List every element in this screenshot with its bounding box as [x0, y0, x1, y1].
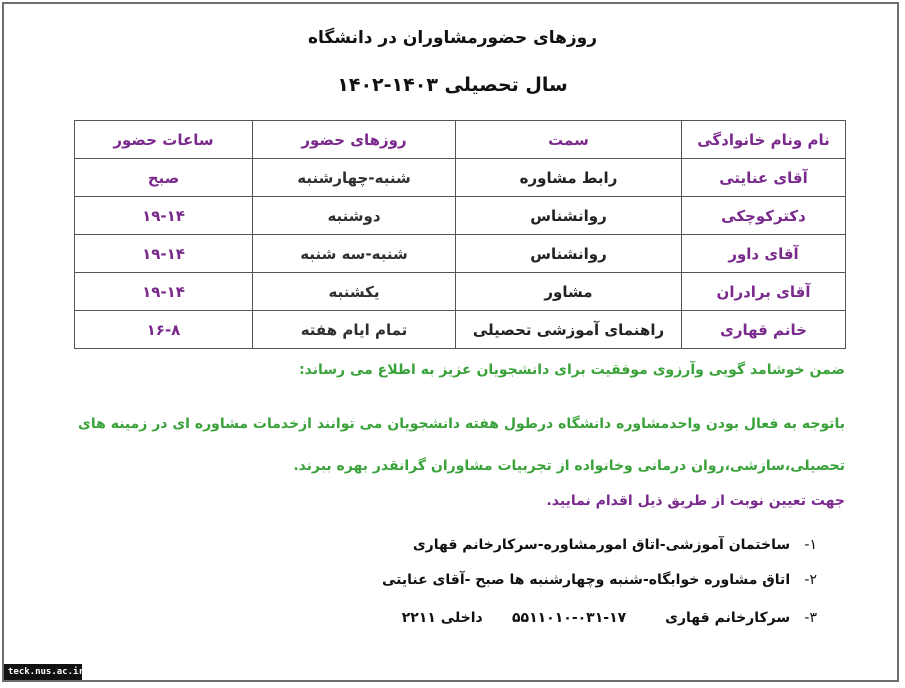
appointment-guide: جهت تعیین نوبت از طریق ذیل اقدام نمایید.: [546, 493, 845, 509]
cell-name: آقای داور: [682, 235, 846, 273]
header-days: روزهای حضور: [253, 121, 456, 159]
cell-hours: ۱۹-۱۴: [75, 197, 253, 235]
academic-year-subtitle: سال تحصیلی ۱۴۰۳-۱۴۰۲: [337, 74, 568, 96]
list-item-number: ۳-: [804, 610, 817, 626]
table-row: [75, 159, 846, 197]
table-row: [75, 235, 846, 273]
cell-role: راهنمای آموزشی تحصیلی: [456, 311, 682, 349]
cell-days: شنبه-چهارشنبه: [253, 159, 456, 197]
cell-role: مشاور: [456, 273, 682, 311]
list-item-text: سرکارخانم قهاری ۱۷-۰۳۱-۵۵۱۱۰۱۰ داخلی ۲۲۱۱: [401, 610, 791, 626]
services-note: باتوجه به فعال بودن واحدمشاوره دانشگاه درطول هفته دانشجویان می توانند ازخدمات مشاوره ای در زمینه های تحصیلی،سازشی،روان درمانی وخانواده از تجربیات مشاوران گرانقدر بهره ببرند.: [78, 416, 845, 474]
list-item-number: ۱-: [804, 537, 817, 553]
cell-name: دکترکوچکی: [682, 197, 846, 235]
table-header-row: [75, 121, 846, 159]
welcome-note: ضمن خوشامد گویی وآرزوی موفقیت برای دانشجویان عزیز به اطلاع می رساند:: [299, 362, 845, 378]
list-item-text: ساختمان آموزشی-اتاق امورمشاوره-سرکارخانم قهاری: [412, 537, 791, 553]
cell-name: خانم قهاری: [682, 311, 846, 349]
cell-hours: ۱۹-۱۴: [75, 235, 253, 273]
cell-days: شنبه-سه شنبه: [253, 235, 456, 273]
table-row: [75, 273, 846, 311]
cell-days: دوشنبه: [253, 197, 456, 235]
cell-role: روانشناس: [456, 197, 682, 235]
header-hours: ساعات حضور: [75, 121, 253, 159]
cell-name: آقای برادران: [682, 273, 846, 311]
list-item: [257, 610, 817, 626]
cell-days: یکشنبه: [253, 273, 456, 311]
list-item-text: اتاق مشاوره خوابگاه-شنبه وچهارشنبه ها صبح -آقای عنایتی: [382, 572, 791, 588]
page-title: روزهای حضورمشاوران در دانشگاه: [307, 28, 598, 48]
header-name: نام ونام خانوادگی: [682, 121, 846, 159]
table-row: [75, 197, 846, 235]
cell-days: تمام ایام هفته: [253, 311, 456, 349]
site-watermark: teck.nus.ac.ir: [4, 664, 82, 680]
list-item-number: ۲-: [804, 572, 817, 588]
header-role: سمت: [456, 121, 682, 159]
table-row: [75, 311, 846, 349]
advisors-schedule-table: [74, 120, 846, 349]
cell-hours: ۱۹-۱۴: [75, 273, 253, 311]
cell-name: آقای عنایتی: [682, 159, 846, 197]
cell-role: رابط مشاوره: [456, 159, 682, 197]
list-item: [257, 537, 817, 553]
cell-hours: صبح: [75, 159, 253, 197]
cell-role: روانشناس: [456, 235, 682, 273]
list-item: [257, 572, 817, 588]
cell-hours: ۱۶-۸: [75, 311, 253, 349]
